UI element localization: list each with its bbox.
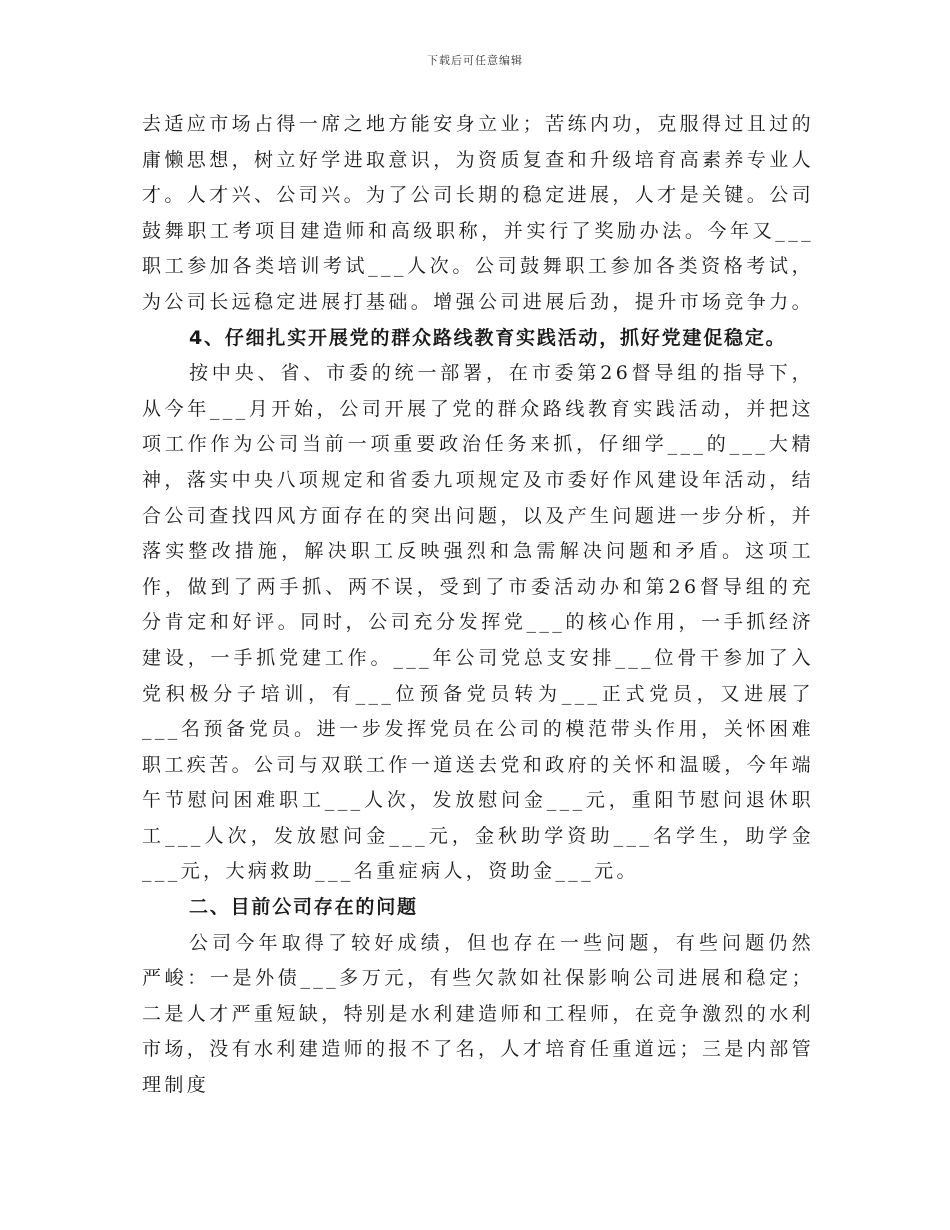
section-heading-party-building: 4、仔细扎实开展党的群众路线教育实践活动，抓好党建促稳定。 bbox=[189, 326, 787, 349]
paragraph-problems: 公司今年取得了较好成绩，但也存在一些问题，有些问题仍然严峻：一是外债___多万元，有些欠款如社保影响公司进展和稳定；二是人才严重短缺，特别是水利建造师和工程师，在竞争激烈的水利市场，没有水利建造师的报不了名，人才培育任重道远；三是内部管理制度 bbox=[142, 931, 815, 1097]
document-body bbox=[142, 107, 814, 1104]
paragraph-party-activities: 按中央、省、市委的统一部署，在市委第26督导组的指导下，从今年___月开始，公司开展了党的群众路线教育实践活动，并把这项工作作为公司当前一项重要政治任务来抓，仔细学___的___大精神，落实中央八项规定和省委九项规定及市委好作风建设年活动，结合公司查找四风方面存在的突出问题，以及产生问题进一步分析，并落实整改措施，解决职工反映强烈和急需解决问题和矛盾。这项工作，做到了两手抓、两不误，受到了市委活动办和第26督导组的充分肯定和好评。同时，公司充分发挥党___的核心作用，一手抓经济建设，一手抓党建工作。___年公司党总支安排___位骨干参加了入党积极分子培训，有___位预备党员转为___正式党员，又进展了___名预备党员。进一步发挥党员在公司的模范带头作用，关怀困难职工疾苦。公司与双联工作一道送去党和政府的关怀和温暖，今年端午节慰问困难职工___人次，发放慰问金___元，重阳节慰问退休职工___人次，发放慰问金___元，金秋助学资助___名学生，助学金___元，大病救助___名重症病人，资助金___元。 bbox=[142, 362, 815, 883]
section-heading-existing-problems: 二、目前公司存在的问题 bbox=[189, 896, 418, 919]
paragraph-talent-training: 去适应市场占得一席之地方能安身立业；苦练内功，克服得过且过的庸懒思想，树立好学进取意识，为资质复查和升级培育高素养专业人才。人才兴、公司兴。为了公司长期的稳定进展，人才是关键。公司鼓舞职工考项目建造师和高级职称，并实行了奖励办法。今年又___职工参加各类培训考试___人次。公司鼓舞职工参加各类资格考试，为公司长远稳定进展打基础。增强公司进展后劲，提升市场竞争力。 bbox=[142, 113, 815, 313]
header-note: 下载后可任意编辑 bbox=[427, 54, 523, 67]
